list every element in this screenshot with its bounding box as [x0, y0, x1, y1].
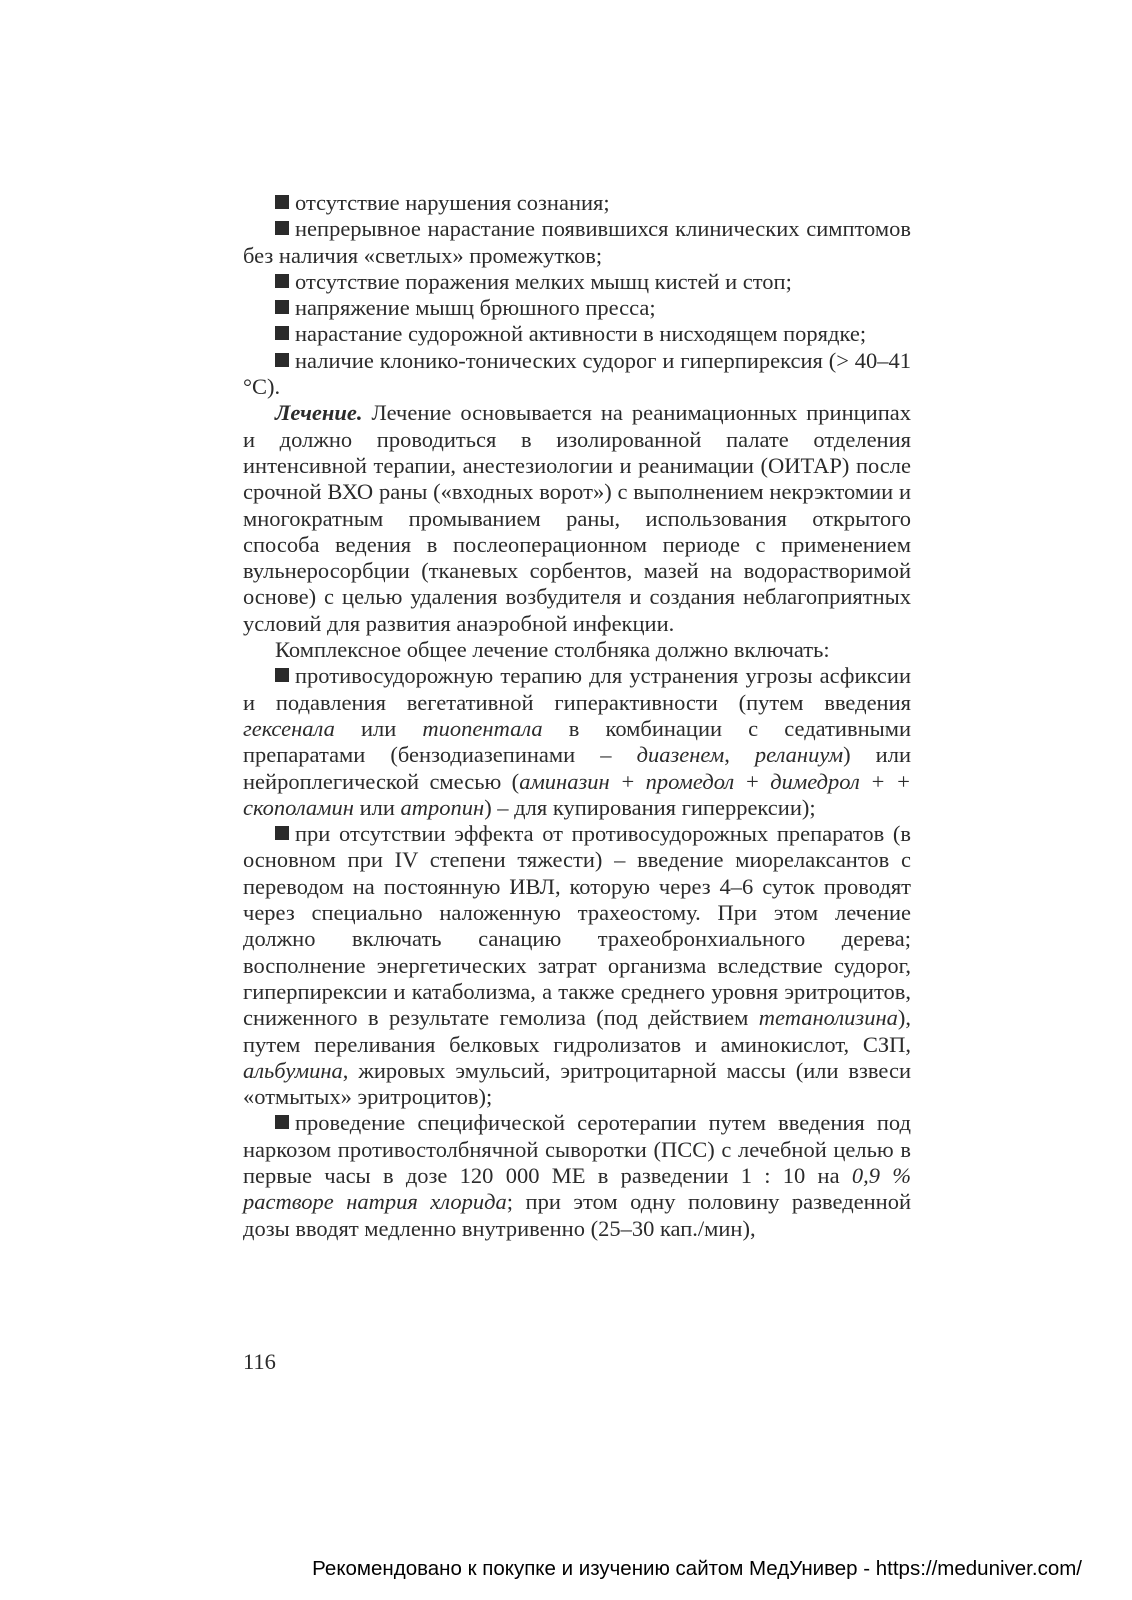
bullet-item: непрерывное нарастание появившихся клинических симптомов без наличия «светлых» промежутков; — [243, 216, 911, 268]
square-bullet-icon — [275, 221, 289, 235]
square-bullet-icon — [275, 1115, 289, 1129]
bullet-item: проведение специфической серотерапии путем введения под наркозом противостолбнячной сыворотки (ПСС) с лечебной целью в первые часы в дозе 120 000 МЕ в разведении 1 : 10 на 0,9 % растворе натрия хлорида; при этом одну половину разведенной дозы вводят медленно внутривенно (25–30 кап./мин), — [243, 1110, 911, 1241]
bullet-item: наличие клонико-тонических судорог и гиперпирексия (> 40–41 °С). — [243, 347, 911, 400]
square-bullet-icon — [275, 274, 289, 288]
bullet-item: нарастание судорожной активности в нисходящем порядке; — [243, 321, 911, 347]
bullet-item: отсутствие нарушения сознания; — [243, 190, 911, 216]
page-number: 116 — [243, 1349, 276, 1374]
square-bullet-icon — [275, 195, 289, 209]
complex-treatment-intro: Комплексное общее лечение столбняка должно включать: — [275, 637, 830, 663]
treatment-paragraph: Лечение. Лечение основывается на реанимационных принципах и должно проводиться в изолированной палате отделения интенсивной терапии, анестезиологии и реанимации (ОИТАР) после срочной ВХО раны («входных ворот») с выполнением некрэктомии и многократным промыванием раны, использования открытого способа ведения в послеоперационном периоде с применением вульнеросорбции (тканевых сорбентов, мазей на водорастворимой основе) с целью удаления возбудителя и создания неблагоприятных условий для развития анаэробной инфекции. — [243, 400, 911, 636]
square-bullet-icon — [275, 826, 289, 840]
square-bullet-icon — [275, 353, 289, 367]
square-bullet-icon — [275, 326, 289, 340]
footer-recommendation: Рекомендовано к покупке и изучению сайтом МедУнивер - https://meduniver.com/ — [312, 1557, 1082, 1580]
bullet-item: при отсутствии эффекта от противосудорожных препаратов (в основном при IV степени тяжести) – введение миорелаксантов с переводом на постоянную ИВЛ, которую через 4–6 суток проводят через специально наложенную трахеостому. При этом лечение должно включать санацию трахеобронхиального дерева; восполнение энергетических затрат организма вследствие судорог, гиперпирексии и катаболизма, а также среднего уровня эритроцитов, сниженного в результате гемолиза (под действием тетанолизина), путем переливания белковых гидролизатов и аминокислот, СЗП, альбумина, жировых эмульсий, эритроцитарной массы (или взвеси «отмытых» эритроцитов); — [243, 821, 911, 1110]
bullet-item: противосудорожную терапию для устранения угрозы асфиксии и подавления вегетативной гиперактивности (путем введения гексенала или тиопентала в комбинации с седативными препаратами (бензодиазепинами – диазенем, реланиум) или нейроплегической смесью (аминазин + промедол + димедрол + + скополамин или атропин) – для купирования гиперрексии); — [243, 663, 912, 820]
page-body — [243, 190, 911, 1242]
bullet-item: отсутствие поражения мелких мышц кистей и стоп; — [243, 269, 911, 295]
bullet-item: напряжение мышц брюшного пресса; — [243, 295, 911, 321]
square-bullet-icon — [275, 300, 289, 314]
treatment-heading: Лечение. — [275, 400, 363, 426]
square-bullet-icon — [275, 668, 289, 682]
